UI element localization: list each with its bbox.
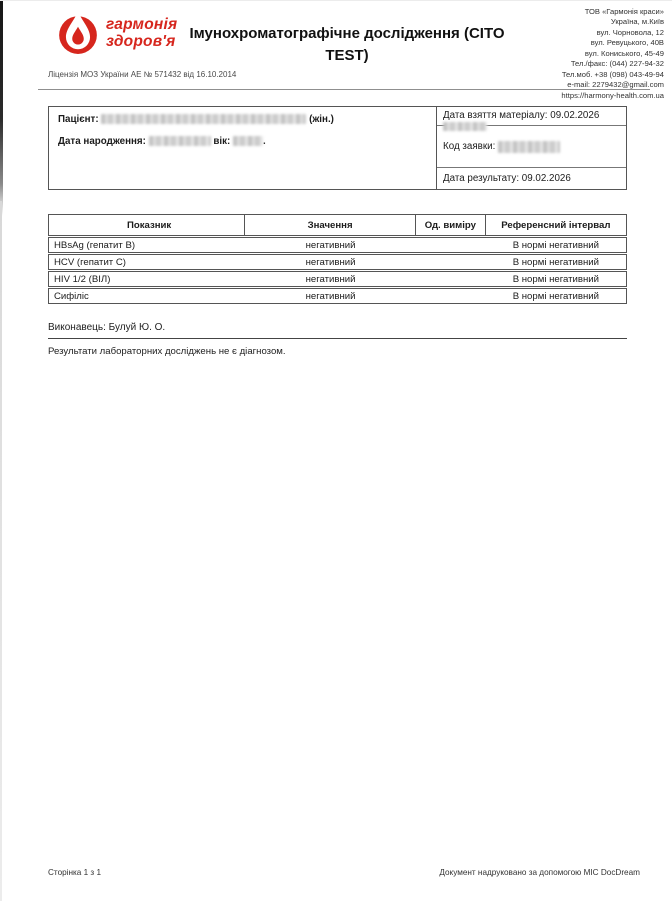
age-label: вік:	[213, 136, 231, 147]
executor-divider	[48, 338, 627, 339]
request-code-label: Код заявки:	[443, 141, 496, 152]
executor-line: Виконавець: Булуй Ю. О.	[48, 322, 166, 333]
material-date-label: Дата взяття матеріалу:	[443, 110, 548, 121]
result-row	[48, 254, 627, 270]
disclaimer-line: Результати лабораторних досліджень не є діагнозом.	[48, 346, 286, 357]
results-table-header	[48, 214, 627, 236]
material-date-cell	[437, 107, 626, 126]
header-unit: Од. виміру	[416, 215, 486, 235]
logo-line-2: здоров'я	[106, 33, 176, 50]
request-code-redacted	[498, 141, 560, 153]
printed-by: Документ надруковано за допомогою МІС DocDream	[439, 868, 640, 877]
scan-edge-artifact	[0, 1, 3, 216]
patient-gender: (жін.)	[309, 114, 334, 125]
clinic-logo	[57, 11, 177, 55]
material-date-value: 09.02.2026	[550, 110, 600, 121]
result-value: негативний	[305, 239, 356, 251]
page-number: Сторінка 1 з 1	[48, 868, 102, 877]
result-date-cell	[437, 168, 626, 189]
result-indicator: HIV 1/2 (ВІЛ)	[54, 273, 111, 285]
contact-line: Тел.моб. +38 (098) 043-49-94	[561, 69, 664, 79]
logo-line-1: гармонія	[106, 15, 178, 33]
request-details	[436, 107, 626, 189]
header-reference: Референсний інтервал	[501, 219, 611, 231]
results-table-body	[48, 237, 627, 304]
patient-label: Пацієнт:	[58, 114, 99, 125]
result-indicator: HBsAg (гепатит B)	[54, 239, 136, 251]
report-title: Імунохроматографічне дослідження (CITO TEST)	[189, 25, 505, 64]
clinic-contacts	[494, 7, 664, 101]
patient-details	[49, 107, 436, 189]
contact-line: ТОВ «Гармонія краси»	[584, 7, 664, 16]
clinic-logo-text	[106, 16, 177, 50]
result-reference: В нормі негативний	[512, 290, 600, 302]
contact-line: вул. Чорновола, 12	[596, 27, 664, 37]
scan-edge-artifact-soft	[0, 201, 2, 901]
result-value: негативний	[305, 290, 356, 302]
drop-heart-icon	[57, 11, 99, 55]
patient-birth-line	[58, 136, 427, 147]
patient-name-redacted	[101, 114, 306, 124]
result-value: негативний	[305, 273, 356, 285]
birth-date-label: Дата народження:	[58, 136, 146, 147]
results-table	[48, 214, 627, 304]
request-code-cell	[437, 126, 626, 168]
contact-line: Тел./факс: (044) 227-94-32	[570, 59, 664, 69]
contact-line: https://harmony-health.com.ua	[561, 90, 664, 100]
header-indicator: Показник	[49, 215, 245, 235]
contact-line: вул. Ревуцького, 40В	[590, 38, 664, 48]
result-date-value: 09.02.2026	[521, 173, 571, 184]
result-value: негативний	[305, 256, 356, 268]
patient-name-line	[58, 114, 427, 125]
result-indicator: HCV (гепатит C)	[54, 256, 126, 268]
result-indicator: Сифіліс	[54, 290, 89, 302]
contact-line: e-mail: 2279432@gmail.com	[567, 80, 664, 90]
result-reference: В нормі негативний	[512, 256, 600, 268]
contact-line: вул. Кониського, 45-49	[584, 48, 664, 58]
material-time-redacted	[443, 122, 487, 131]
page-footer	[48, 868, 640, 877]
age-redacted	[233, 136, 263, 146]
birth-date-redacted	[149, 136, 211, 146]
license-line: Ліцензія МОЗ України АЕ № 571432 від 16.10.2014	[48, 70, 237, 79]
contact-line: Україна, м.Київ	[610, 17, 664, 27]
result-row	[48, 271, 627, 287]
result-row	[48, 288, 627, 304]
patient-info-box	[48, 106, 627, 190]
age-suffix: .	[263, 136, 266, 147]
result-date-label: Дата результату:	[443, 173, 520, 184]
result-row	[48, 237, 627, 253]
header-value: Значення	[245, 215, 416, 235]
header-divider	[38, 89, 650, 90]
result-reference: В нормі негативний	[512, 239, 600, 251]
result-reference: В нормі негативний	[512, 273, 600, 285]
